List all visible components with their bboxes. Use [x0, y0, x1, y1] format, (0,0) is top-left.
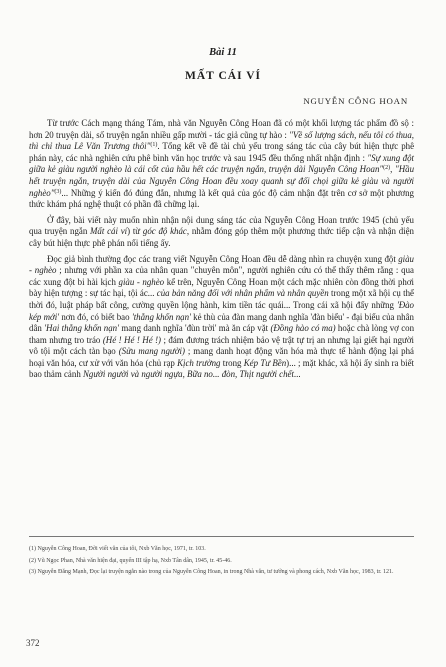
italic-text: Người người và người ngựa, Bữa no... đòn, Thịt người chết — [82, 369, 294, 380]
paragraph — [29, 215, 414, 250]
text-run: , — [390, 164, 395, 175]
text-run: hoặc chà lòng vợ con tham nhưng tro tráo — [29, 323, 415, 345]
italic-text: giàu - nghèo — [118, 276, 165, 287]
paragraph — [29, 118, 414, 211]
italic-text: Kịch trường — [177, 357, 221, 368]
italic-text: Mất cái ví — [90, 226, 128, 237]
footnote-item: (1) Nguyễn Công Hoan, Đời viết văn của tôi, Nxb Văn học, 1971, tr. 103. — [29, 546, 206, 552]
italic-text: (Sửu mang người) — [118, 346, 185, 357]
italic-text: "Sự xung đột giữa kẻ giàu người nghèo là cái cốt của hầu hết các truyện ngắn, truyện dài Nguyễn Công Hoan" — [29, 152, 414, 175]
paragraph — [29, 254, 414, 382]
text-run: kể trên, Nguyễn Công Hoan một cách mặc nhiên còn đồng thời phơi bày hiện tượng : sự tác hại, tội ác... — [29, 276, 414, 299]
italic-text: giàu - nghèo — [29, 253, 414, 276]
footnotes — [29, 545, 414, 580]
italic-text: (Hé ! Hé ! Hé !) — [102, 334, 162, 345]
footnote-ref: (3) — [54, 188, 62, 195]
text-run: )... ; mặt khác, xã hội ấy sinh ra biết bao thảm cảnh — [29, 357, 414, 380]
italic-text: 'Đào kép mới' — [29, 299, 414, 322]
text-run: ... — [293, 369, 301, 380]
text-run: ... Những ý kiến đó đúng đắn, nhưng là kết quả của góc độ cảm nhận đặt trên cơ sở một phương thức khám phá nghệ thuật có phần đã chững lại. — [29, 187, 414, 210]
footnote-ref: (1) — [150, 142, 158, 149]
text-run: Từ trước Cách mạng tháng Tám, nhà văn Nguyễn Công Hoan đã có một khối lượng tác phẩm đồ sộ : hơn 20 truyện dài, số truyện ngắn nhiều gấp mười - tác giả cũng tự hào : — [29, 118, 414, 140]
italic-text: góc độ khác — [142, 226, 187, 237]
footnote-divider — [29, 536, 414, 537]
text-run: kẻ thù của đàn mang danh nghĩa 'đàn biểu' - đại biểu của nhân dân — [29, 311, 414, 334]
footnote-item: (3) Nguyễn Đăng Mạnh, Đọc lại truyện ngắn nào trong của Nguyễn Công Hoan, in trong Nhà văn, tư tưởng và phong cách, Nxb Văn học, 1983, tr. 121. — [29, 569, 394, 575]
text-run: ; đám đương trách nhiệm bảo vệ trật tự trị an nhưng lại giết hại người vô tội một cách tàn bạo — [29, 334, 414, 357]
italic-text: 'Hai thằng khốn nạn' — [44, 323, 120, 334]
italic-text: (Đồng hào có ma) — [270, 323, 336, 334]
italic-text: Kép Tư Bền — [243, 357, 287, 368]
text-run: Ở đây, bài viết này muốn nhìn nhận nội dung sáng tác của Nguyễn Công Hoan trước 1945 (chủ yếu qua truyện ngắn — [29, 214, 414, 237]
text-run: Đọc giả bình thường đọc các trang viết Nguyễn Công Hoan đều dễ dàng nhìn ra chuyện xung đột — [47, 253, 399, 264]
text-run: mang danh nghĩa 'đùn trời' mà ăn cáp vặt — [119, 323, 271, 334]
footnote-ref: (2) — [383, 165, 391, 172]
italic-text: của bản năng đối với nhân phẩm và nhân quyền — [156, 288, 329, 299]
text-run: ; nhưng với phần xa của nhân quan "chuyên môn", người nghiên cứu có thể thấy thêm rằng : qua các xung đột bi hài kịch — [29, 265, 414, 287]
text-run: nơn đó, có biết bao — [59, 311, 132, 322]
author-name: NGUYỄN CÔNG HOAN — [303, 96, 408, 106]
body-text — [29, 118, 414, 384]
text-run: , nhằm đóng góp thêm một phương thức tiếp cận và nhận diện cây bút hiện thực phê phán nổi tiếng ấy. — [29, 226, 414, 248]
text-run: . Tổng kết về đề tài chủ yếu trong sáng tác của cây bút hiện thực phê phán này, các nhà nghiên cứu phê bình văn học trước và sau 1945 đều thống nhất nhận định : — [29, 141, 415, 163]
italic-text: "Hầu hết truyện ngắn, truyện dài của Nguyễn Công Hoan đều xoay quanh sự đối chọi giữa kẻ giàu và người nghèo" — [29, 164, 415, 198]
italic-text: 'thằng khốn nạn' — [131, 311, 191, 322]
text-run: ) từ — [127, 226, 143, 237]
footnote-item: (2) Vũ Ngọc Phan, Nhà văn hiện đại, quyển III tập hạ, Nxb Tân dân, 1945, tr. 45-46. — [29, 557, 232, 564]
text-run: trong — [220, 357, 244, 368]
text-run: ; mang danh hoạt động văn hóa mà thực tế hành động lại phá hoại văn hóa, cư xử với văn hóa (chủ rạp — [29, 346, 414, 368]
text-run: trong một xã hội cụ thể thời đó, luật pháp bất công, cường quyền lộng hành, kim tiền tác quái... Trong cái xã hội đấy những — [29, 288, 414, 310]
story-title: MẤT CÁI VÍ — [184, 70, 262, 82]
lesson-number: Bài 11 — [209, 47, 237, 58]
italic-text: "Về số lượng sách, nếu tôi có thua, thì chỉ thua Lê Văn Trương thôi" — [29, 129, 414, 152]
page-number: 372 — [26, 638, 40, 648]
